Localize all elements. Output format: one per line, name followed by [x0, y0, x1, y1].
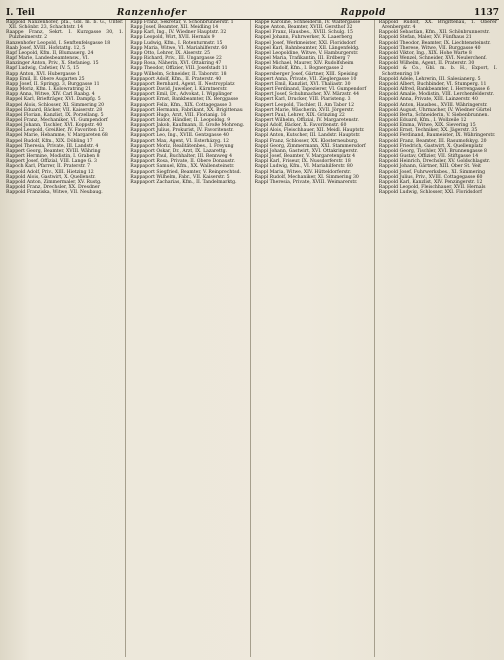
- directory-entry: Rappold August, Uhrmacher, IV. Wiedner Gürtel: [378, 107, 492, 113]
- directory-entry: Rapp Franz, Sekretär, V. Schönbrunnerstr. 1: [130, 20, 234, 25]
- directory-entry: Rappold Albert, Buchbinder, VI. Stumperg. 11: [378, 81, 487, 87]
- part-label: I. Teil: [6, 8, 35, 18]
- directory-entry: Rappold Adele, Lehrerin, III. Salesianerg. 5: [378, 76, 481, 82]
- directory-entry: Rappold Amalie, Modistin, VIII. Lerchenfelderstr.: [378, 92, 494, 98]
- directory-entry: Rapf Leopold, Kfm. II, Blumauerg. 24: [6, 50, 94, 56]
- directory-entry: Rappl Franz, Schlosser, XX. Klosterneuburg.: [254, 138, 359, 144]
- directory-entry: Rappold Franziska, Witwe, VII. Neubaug.: [6, 190, 103, 196]
- directory-entry: Rappel Karl, Briefträger, XVI. Dampfg. 5: [6, 97, 101, 103]
- directory-entry: Rapp Otto, Lehrer, IX. Alserstr. 25: [130, 50, 211, 56]
- directory-entry: Rapp Anna, Witwe, XIV. Carl Raabg. 4: [6, 92, 95, 98]
- directory-entry: Rappel Michael, Maurer, XIV. Rudolfsheim: [254, 61, 354, 67]
- column-4: [379, 20, 499, 657]
- directory-entry: Rappold Emma, Witwe, XIX. Sievering 15: [378, 123, 476, 129]
- directory-entry: Rappl Ludwig, Kfm., VI. Mariahilferstr. 80: [254, 164, 353, 170]
- directory-entry: Rapp Richard, Priv., III. Ungargasse 22: [130, 56, 222, 62]
- directory-entry: Rappold Georg, Tischler, XVI. Brunnengasse 8: [378, 148, 487, 154]
- directory-entry: Rappold Sebastian, Kfm., XII. Schönbrunnerstr.: [378, 30, 490, 36]
- directory-entry: Rappert Paul, Lehrer, XIX. Grinzing 22: [254, 112, 345, 118]
- directory-entry: Rappel Rudolf, Kfm., XIX. Döbling 17: [6, 138, 93, 144]
- directory-entry: Rappert Georg, Beamter, XVIII. Währing: [6, 148, 101, 154]
- directory-entry: Rappert Wilhelm, Offizial, IV. Margaretenstr.: [254, 117, 359, 123]
- directory-entry: Rappold Theodor, Beamter, IX. Liechtensteinstr.: [378, 40, 491, 46]
- directory-entry: Rapoch Karl, Pfarrer, II. Praterstr. 7: [6, 164, 91, 170]
- directory-entry: Rappold Ludwig, Schlosser, XXI. Floridsdorf: [378, 190, 483, 196]
- directory-entry: Rappel Rudolf, Kfm., I. Bognergasse 2: [254, 66, 344, 72]
- directory-entry: Rappl Maria, Witwe, XIV. Hütteldorferstr.: [254, 169, 352, 175]
- directory-entry: Rappl Josef, Beamter, V. Margaretenplatz 4: [254, 154, 356, 160]
- directory-entry: Rapp Josef, Beamter, XII. Meidling 14: [130, 25, 219, 31]
- directory-entry: Rappel Leopoldine, Witwe, V. Hamburgerstr.: [254, 50, 359, 56]
- directory-entry: Rappaport Wilhelm, Fabr., VII. Kaiserstr. 5: [130, 174, 230, 180]
- directory-entry: Rappert Emil, Kanzlist, XVI. Thaliastr. 30: [254, 81, 351, 87]
- directory-entry: Raappe Franz, Sekrt. I. Kurzgasse 30, 1. Pulzheimerstr. 2: [6, 30, 124, 41]
- directory-entry: Rappold Franz, Drechsler, XX. Dresdner: [6, 185, 100, 190]
- directory-entry: Rappold Friedrich, Gastwirt, X. Quellenplatz: [378, 143, 483, 149]
- directory-entry: Rappold Ferdinand, Baumeister, IX. Währingerstr.: [378, 133, 496, 139]
- directory-entry: Rapp Anton, XVI. Hubergasse 1: [6, 71, 81, 77]
- directory-entry: Rappold Leopold, Fleischhauer, XVII. Hernals: [378, 185, 486, 190]
- directory-entry: Rappaport Siegfried, Beamter, V. Reinprechtsd.: [130, 169, 241, 175]
- directory-entry: Rappold Johann, Gärtner, XIII. Ober St. Veit: [378, 164, 482, 170]
- directory-entry: Rappe Karoline, Schneiderin, IV. Waltergasse: [254, 20, 361, 25]
- directory-entry: Rappold Anton, Hausbes., XVIII. Währingerstr.: [378, 102, 488, 108]
- column-3: [255, 20, 375, 657]
- directory-entry: Rappel Marie, Hebamme, V. Margareten 68: [6, 133, 108, 139]
- directory-entry: Rapp Maria, Witwe, VI. Mariahilferstr. 60: [130, 45, 228, 51]
- directory-entry: Rappert Anna, Private, VII. Zieglergasse 10: [254, 76, 357, 82]
- directory-entry: Rapp Rosa, Näherin, XVI. Ottakring 47: [130, 61, 222, 67]
- directory-entry: Rappaport Ernst, Bankbeamter, IX. Berggasse: [130, 97, 239, 103]
- directory-entry: Rapp Theodor, Offizier, VIII. Josefstadt 11: [130, 66, 228, 72]
- directory-entry: Rappold Wenzel, Schneider, XVI. Neulerchenf.: [378, 56, 487, 62]
- directory-columns: [6, 20, 499, 657]
- directory-entry: Rappaport Rosa, Private, II. Obere Donaustr.: [130, 159, 236, 165]
- directory-entry: Rappold Berta, Schneiderin, V. Siebenbrunnen.: [378, 112, 489, 118]
- directory-entry: Rappel Johann, Tischler, XVI. Koppstr. 40: [6, 123, 103, 129]
- directory-entry: Rappel Alois, Schlosser, XI. Simmering 20: [6, 102, 105, 108]
- directory-entry: Rappaport Hermann, Fabrikant, XX. Brigittenau: [130, 107, 243, 113]
- directory-entry: Rappert Leopold, Tischler, II. Am Tabor 12: [254, 102, 355, 108]
- directory-entry: Rappold Julius, Priv., XVIII. Cottagegasse 60: [378, 174, 483, 180]
- directory-entry: Rappert Marie, Wäscherin, XVII. Jörgerstr.: [254, 107, 355, 113]
- directory-entry: Rappold Alfred, Bankbeamter, I. Herrengasse 6: [378, 87, 490, 93]
- directory-entry: Rappold Therese, Witwe, VII. Burggasse 40: [378, 45, 481, 51]
- directory-entry: Rappaport Emil, Dr., Advokat, I. Wipplinger: [130, 92, 233, 98]
- directory-entry: Rapf Marie, Landesbeamtensw., VI.: [6, 56, 89, 62]
- directory-entry: Rappold Viktor, Ing., XIX. Hohe Warte 8: [378, 50, 472, 56]
- directory-entry: Rappert Karl, Drucker, VIII. Piaristeng. 3: [254, 97, 351, 103]
- directory-entry: Rappold Gustav, Offizier, VII. Stiftgasse 14: [378, 154, 479, 160]
- directory-entry: Rappaport Felix, Kfm., XIX. Cottagegasse 3: [130, 102, 232, 108]
- directory-entry: Rappl Rudolf, Mechaniker, XI. Simmering 30: [254, 174, 359, 180]
- directory-entry: Rappold Adolf, Priv., XIII. Hietzing 12: [6, 169, 94, 175]
- column-1: [6, 20, 126, 657]
- directory-entry: Raab Josef, XVIII. Hofstattg. 12, 5: [6, 45, 86, 51]
- directory-entry: Rappel Karl, Bahnbeamter, XII. Längenfeldg.: [254, 45, 360, 51]
- directory-entry: Rappold Eduard, Kfm., I. Wollzeile 12: [378, 117, 467, 123]
- directory-entry: Rappold Ernst, Techniker, XX. Jägerstr. 35: [378, 128, 478, 134]
- directory-entry: Rappaport Adolf, Kfm., II. Praterstr. 40: [130, 76, 222, 82]
- directory-entry: Rapp Ludwig, Kfm., I. Rotenturmstr. 15: [130, 40, 223, 46]
- directory-entry: Rappold Anna, Private, XIII. Lainzerstr. 40: [378, 97, 478, 103]
- directory-entry: Rappel Franz, Hausbes., XVIII. Schulg. 15: [254, 30, 353, 36]
- directory-entry: Rappl Georg, Zimmermann, XXI. Stammersdorf: [254, 143, 366, 149]
- directory-entry: Rappold Wilhelm, Agent, II. Praterstr. 30: [378, 61, 475, 67]
- header-first-name: Ranzenhofer: [116, 8, 187, 18]
- directory-entry: Rappe Anton, Beamter, XVIII. Gersthof 32: [254, 25, 353, 31]
- directory-entry: Rappel Josef, Werkmeister, XXI. Floridsdorf: [254, 40, 356, 46]
- directory-entry: Rapp Moriz, Kfm. I. Kolowratring 21: [6, 87, 92, 93]
- header-last-name: Rappold: [340, 8, 386, 18]
- directory-entry: Rappl Johann, Gastwirt, XVI. Ottakringerstr.: [254, 148, 358, 154]
- directory-entry: Rapf Ludwig, Cafetier, IV. 5, 15: [6, 66, 79, 72]
- directory-entry: Rappl Theresia, Private, XVIII. Weimarerstr.: [254, 179, 358, 185]
- directory-entry: Rappel Johann, Fuhrwerker, X. Laaerberg: [254, 35, 353, 41]
- directory-entry: Rappaport Moriz, Realitätenbes., I. Freyung: [130, 143, 234, 149]
- directory-entry: Rapp Wilhelm, Schneider, II. Taborstr. 18: [130, 71, 227, 77]
- directory-entry: Rappel Leopold, Greißler, IV. Favoriten 12: [6, 128, 105, 134]
- directory-entry: Rappert Hermine, Modistin, I. Graben 8: [6, 154, 100, 160]
- directory-entry: Rapp Josef, II. Springg. 3, Burggasse 11: [6, 81, 100, 87]
- directory-entry: Rappold Stefan, Maler, XV. Fünfhaus 21: [378, 35, 472, 41]
- directory-entry: Rappl Anton, Kutscher, III. Landstr. Hauptstr.: [254, 133, 361, 139]
- directory-entry: Rappaport Oskar, Dr., Arzt, IX. Lazarettg.: [130, 148, 228, 154]
- directory-entry: Rappold Heinrich, Drechsler, XV. Goldschlagstr.: [378, 159, 491, 165]
- directory-entry: Rappold Anton, Zimmermaler, XV. Rustg.: [6, 179, 102, 185]
- directory-entry: Rapp Leopold, Wirt, XVII. Hernals 9: [130, 35, 215, 41]
- directory-entry: Rappel Florian, Kanzlist, IX. Porzellang. 5: [6, 112, 104, 118]
- directory-entry: Rappaport Bernhard, Agent, II. Nestroyplatz: [130, 81, 235, 87]
- directory-entry: Rappel Franz, Mechaniker, VI. Gumpendorf: [6, 117, 108, 123]
- directory-entry: Rappold Franz, Beamter, III. Rasumofskyg. 20: [378, 138, 487, 144]
- directory-entry: Rappold Rudolf, XX. Brigittenau, 1. Oberer Arenbergstr. 4: [378, 20, 497, 31]
- directory-entry: Rapp Emil, II. Obere Augarten 25: [6, 76, 85, 82]
- directory-entry: Rappersberger Josef, Gärtner, XIII. Speising: [254, 71, 358, 77]
- directory-entry: Rappel Eduard, Bäcker, VII. Kaiserstr. 28: [6, 107, 103, 113]
- directory-entry: Rappl Adolf, Bäcker, X. Favoritenstr. 60: [254, 123, 347, 129]
- directory-entry: Rappaport Zacharias, Kfm., II. Tandelmarktg.: [130, 179, 237, 185]
- directory-entry: Rappaport Jakob, Kaufmann, II. Große Mohreng.: [130, 123, 245, 129]
- directory-entry: Rappert Ferdinand, Tapezierer, VI. Gumpendorf: [254, 87, 367, 93]
- column-2: [130, 20, 250, 657]
- directory-entry: Rappaport Hugo, Arzt, VIII. Florianig. 16: [130, 112, 227, 118]
- directory-entry: Rappold Alois, Gastwirt, X. Quellenstr.: [6, 174, 96, 180]
- directory-entry: Rappaport Samuel, Kfm., XX. Wallensteinstr.: [130, 164, 235, 170]
- directory-entry: Rappaport Isidor, Händler, II. Leopoldsg. 9: [130, 117, 231, 123]
- directory-entry: Rappaport Julius, Prokurist, IV. Favoritenstr.: [130, 128, 234, 134]
- directory-entry: Rappold Karl, Kanzlist, XIV. Penzingerstr. 12: [378, 179, 483, 185]
- directory-entry: Rappaport Max, Agent, VI. Esterházyg. 12: [130, 138, 229, 144]
- directory-entry: Rappaport Leo, Ing., XVIII. Gentzgasse 40: [130, 133, 229, 139]
- directory-entry: Rapp Karl, Ing., IV. Wiedner Hauptstr. 32: [130, 30, 227, 36]
- directory-entry: Ranzenhofer Leopold, I. Senftenfelsgasse 18: [6, 40, 111, 46]
- directory-entry: Rappl Karl, Friseur, IX. Nussdorferstr. 18: [254, 159, 351, 165]
- directory-entry: Rappel Theresia, Private, III. Landstr. 4: [6, 143, 99, 149]
- page-header: [6, 4, 499, 20]
- directory-entry: Rappold Nanzenhofer, pfa., Gbl. m. b. G., Unter. XII. Schönbr. 23, Schachtstr. 14: [6, 20, 124, 31]
- directory-entry: Rappl Alois, Fleischhauer, XII. Meidl. Hauptstr.: [254, 128, 365, 134]
- directory-entry: Rappaport David, Juwelier, I. Kärntnerstr.: [130, 87, 228, 93]
- directory-entry: Rappold & Co., Gbl. m. b. H., Export, I. Schottenring 19: [378, 66, 497, 77]
- directory-entry: Rappaport Paul, Buchhalter, III. Rennweg 4: [130, 154, 232, 160]
- page-number: 1137: [473, 8, 499, 18]
- directory-entry: Rappel Maria, Trafikantin, III. Erdberg 7: [254, 56, 350, 62]
- directory-entry: Rappold Josef, Fuhrwerksbes., XI. Simmering: [378, 169, 486, 175]
- directory-entry: Rappert Josef, Offizial, VIII. Lange G. 3: [6, 159, 97, 165]
- directory-entry: Rappert Josef, Schuhmacher, XV. Märzstr. 44: [254, 92, 360, 98]
- directory-entry: Ranzinger Anton, Priv., X. Stefanieg. 15: [6, 61, 99, 67]
